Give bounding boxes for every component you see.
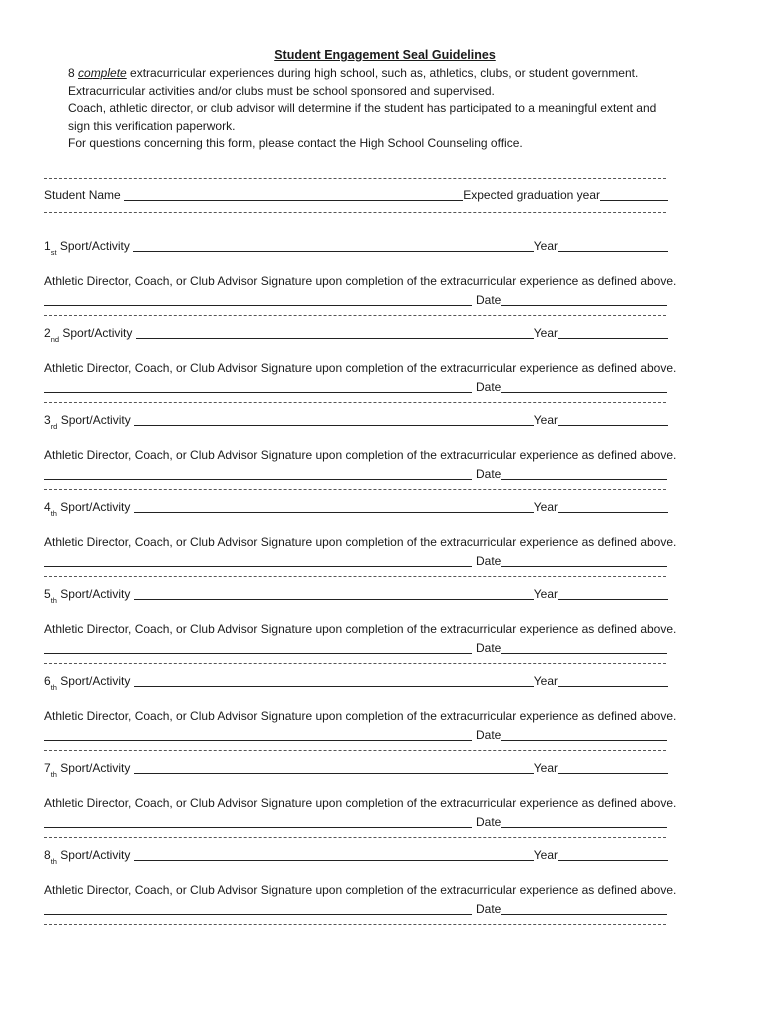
divider <box>44 837 666 838</box>
divider <box>44 663 666 664</box>
divider <box>44 924 666 925</box>
year-label: Year <box>533 761 558 775</box>
activity-number: 4 <box>44 500 51 514</box>
date-label: Date <box>476 815 502 829</box>
year-field[interactable] <box>558 500 668 513</box>
year-label: Year <box>533 587 558 601</box>
activity-number: 2 <box>44 326 51 340</box>
date-label: Date <box>476 554 502 568</box>
activity-name-field[interactable] <box>134 761 534 774</box>
date-field[interactable] <box>501 815 667 828</box>
guideline-count: 8 <box>68 66 79 80</box>
signature-instruction: Athletic Director, Coach, or Club Advisor Signature upon completion of the extracurricular experience as defined above. <box>44 448 677 462</box>
date-field[interactable] <box>501 467 667 480</box>
activity-label: Sport/Activity <box>59 239 130 253</box>
year-field[interactable] <box>558 239 668 252</box>
activity-label: Sport/Activity <box>60 761 131 775</box>
signature-instruction: Athletic Director, Coach, or Club Advisor Signature upon completion of the extracurricular experience as defined above. <box>44 535 677 549</box>
guideline-line-3: Coach, athletic director, or club advisor will determine if the student has participated to a meaningful extent and <box>68 101 657 116</box>
activity-row: 5 th Sport/Activity Year <box>44 586 668 601</box>
date-label: Date <box>476 641 502 655</box>
activity-label: Sport/Activity <box>60 500 131 514</box>
guideline-line-1 <box>68 65 718 83</box>
signature-instruction: Athletic Director, Coach, or Club Advisor Signature upon completion of the extracurricular experience as defined above. <box>44 709 677 723</box>
activity-number: 3 <box>44 413 51 427</box>
signature-instruction: Athletic Director, Coach, or Club Advisor Signature upon completion of the extracurricular experience as defined above. <box>44 883 677 897</box>
date-label: Date <box>476 728 502 742</box>
graduation-year-field[interactable] <box>600 188 668 201</box>
date-field[interactable] <box>501 554 667 567</box>
signature-instruction: Athletic Director, Coach, or Club Advisor Signature upon completion of the extracurricular experience as defined above. <box>44 361 677 375</box>
signature-row <box>44 640 668 655</box>
signature-row <box>44 814 668 829</box>
year-label: Year <box>533 413 558 427</box>
date-label: Date <box>476 467 502 481</box>
year-field[interactable] <box>558 848 668 861</box>
signature-row <box>44 727 668 742</box>
signature-instruction: Athletic Director, Coach, or Club Advisor Signature upon completion of the extracurricular experience as defined above. <box>44 274 677 288</box>
guideline-emphasis: complete <box>78 66 127 80</box>
activity-row: 1 st Sport/Activity Year <box>44 238 668 253</box>
year-label: Year <box>533 500 558 514</box>
year-label: Year <box>533 239 558 253</box>
signature-field[interactable] <box>44 467 472 480</box>
date-label: Date <box>476 293 502 307</box>
divider <box>44 750 666 751</box>
signature-row <box>44 901 668 916</box>
signature-field[interactable] <box>44 380 472 393</box>
date-label: Date <box>476 902 502 916</box>
student-row <box>44 187 668 202</box>
activity-row: 6 th Sport/Activity Year <box>44 673 668 688</box>
activity-number: 5 <box>44 587 51 601</box>
activity-label: Sport/Activity <box>62 326 133 340</box>
divider <box>44 576 666 577</box>
signature-row <box>44 292 668 307</box>
divider <box>44 402 666 403</box>
year-field[interactable] <box>558 761 668 774</box>
year-field[interactable] <box>558 326 668 339</box>
activity-name-field[interactable] <box>136 326 534 339</box>
page-title: Student Engagement Seal Guidelines <box>274 48 496 62</box>
guideline-line-1-rest: extracurricular experiences during high school, such as, athletics, clubs, or student government. <box>126 66 639 80</box>
activity-row: 3 rd Sport/Activity Year <box>44 412 668 427</box>
guidelines-text <box>68 65 718 153</box>
guideline-line-2: Extracurricular activities and/or clubs must be school sponsored and supervised. <box>68 83 495 98</box>
signature-field[interactable] <box>44 815 472 828</box>
guideline-line-4: sign this verification paperwork. <box>68 118 236 133</box>
year-label: Year <box>533 674 558 688</box>
activity-name-field[interactable] <box>134 413 534 426</box>
signature-field[interactable] <box>44 728 472 741</box>
activity-number: 6 <box>44 674 51 688</box>
date-field[interactable] <box>501 293 667 306</box>
signature-field[interactable] <box>44 293 472 306</box>
student-name-label: Student Name <box>44 188 121 202</box>
activity-label: Sport/Activity <box>60 587 131 601</box>
signature-field[interactable] <box>44 641 472 654</box>
activity-number: 7 <box>44 761 51 775</box>
divider <box>44 315 666 316</box>
activity-row: 8 th Sport/Activity Year <box>44 847 668 862</box>
activity-name-field[interactable] <box>134 587 534 600</box>
activity-row: 7 th Sport/Activity Year <box>44 760 668 775</box>
year-label: Year <box>533 848 558 862</box>
year-field[interactable] <box>558 587 668 600</box>
activity-row: 2 nd Sport/Activity Year <box>44 325 668 340</box>
activity-name-field[interactable] <box>134 674 534 687</box>
date-field[interactable] <box>501 641 667 654</box>
activity-number: 1 <box>44 239 51 253</box>
divider <box>44 178 666 179</box>
activity-name-field[interactable] <box>134 500 534 513</box>
signature-row <box>44 379 668 394</box>
signature-instruction: Athletic Director, Coach, or Club Advisor Signature upon completion of the extracurricular experience as defined above. <box>44 796 677 810</box>
signature-row <box>44 466 668 481</box>
activity-label: Sport/Activity <box>60 674 131 688</box>
student-name-field[interactable] <box>124 188 463 201</box>
signature-instruction: Athletic Director, Coach, or Club Advisor Signature upon completion of the extracurricular experience as defined above. <box>44 622 677 636</box>
year-field[interactable] <box>558 413 668 426</box>
divider <box>44 489 666 490</box>
date-field[interactable] <box>501 380 667 393</box>
divider <box>44 212 666 213</box>
activity-label: Sport/Activity <box>60 848 131 862</box>
activity-name-field[interactable] <box>134 848 534 861</box>
date-label: Date <box>476 380 502 394</box>
date-field[interactable] <box>501 728 667 741</box>
year-field[interactable] <box>558 674 668 687</box>
year-label: Year <box>533 326 558 340</box>
activity-label: Sport/Activity <box>60 413 131 427</box>
signature-row <box>44 553 668 568</box>
activity-row: 4 th Sport/Activity Year <box>44 499 668 514</box>
date-field[interactable] <box>501 902 667 915</box>
signature-field[interactable] <box>44 902 472 915</box>
guideline-line-5: For questions concerning this form, please contact the High School Counseling office. <box>68 136 523 151</box>
signature-field[interactable] <box>44 554 472 567</box>
activity-number: 8 <box>44 848 51 862</box>
activity-name-field[interactable] <box>133 239 534 252</box>
graduation-year-label: Expected graduation year <box>463 188 600 202</box>
